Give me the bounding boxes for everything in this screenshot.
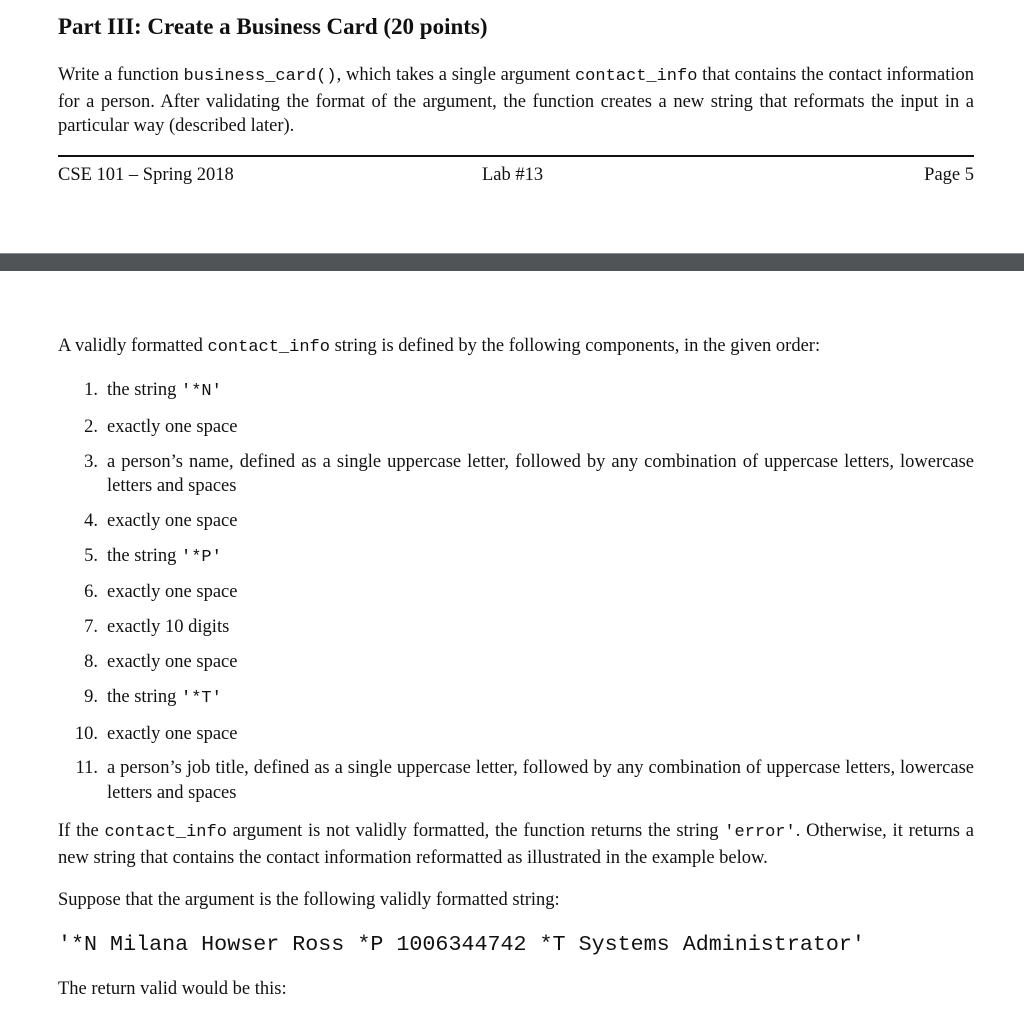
list-text: exactly one space <box>107 723 238 744</box>
list-text: exactly one space <box>107 582 238 603</box>
list-item <box>58 509 974 534</box>
list-number: 2. <box>84 416 98 437</box>
text: Write a function <box>58 65 184 85</box>
code-argument: contact_info <box>574 67 698 86</box>
list-item <box>58 650 974 675</box>
example-string: '*N Milana Howser Ross *P 1006344742 *T Systems Administrator' <box>58 932 865 957</box>
list-number: 4. <box>84 510 98 531</box>
code-function-name: business_card() <box>183 67 337 86</box>
text: If the <box>58 821 105 841</box>
list-text: the string <box>107 686 181 707</box>
list-item <box>58 685 974 712</box>
list-text: exactly 10 digits <box>107 617 230 638</box>
list-text: exactly one space <box>107 416 238 437</box>
footer-page: Page 5 <box>924 165 974 185</box>
list-number: 5. <box>84 545 98 566</box>
list-text: exactly one space <box>107 652 238 673</box>
list-code: '*T' <box>181 688 222 708</box>
list-number: 3. <box>84 451 98 472</box>
footer-rule <box>58 155 974 157</box>
list-code: '*N' <box>181 382 222 401</box>
code-argument: contact_info <box>104 823 227 842</box>
list-text: the string <box>107 545 181 566</box>
list-number: 11. <box>75 758 98 779</box>
list-number: 1. <box>84 380 98 400</box>
footer-lab: Lab #13 <box>482 165 544 185</box>
text: . Otherwise, it returns a new string that contains the contact information reformatted as illustrated in the example below. <box>58 821 974 868</box>
list-text: the string <box>107 380 181 400</box>
list-number: 7. <box>84 617 98 638</box>
list-number: 6. <box>84 582 98 603</box>
text: A validly formatted <box>58 336 208 356</box>
page-separator <box>0 253 1024 271</box>
code-argument: contact_info <box>207 338 330 357</box>
list-number: 8. <box>84 652 98 673</box>
component-list <box>58 378 974 816</box>
list-item <box>58 580 974 605</box>
section-title: Part III: Create a Business Card (20 points) <box>58 14 488 39</box>
intro-paragraph <box>58 63 974 139</box>
text: argument is not validly formatted, the function returns the string <box>226 821 725 841</box>
return-paragraph: The return valid would be this: <box>58 979 287 999</box>
list-item <box>58 615 974 640</box>
error-paragraph <box>58 819 974 870</box>
list-item <box>58 722 974 747</box>
list-text: a person’s job title, defined as a single uppercase letter, followed by any combination of uppercase letters, lowercase letters and spaces <box>107 758 974 803</box>
list-text: a person’s name, defined as a single uppercase letter, followed by any combination of uppercase letters, lowercase letters and spaces <box>107 451 974 497</box>
list-text: exactly one space <box>107 510 238 531</box>
list-code: '*P' <box>181 547 222 567</box>
definition-paragraph <box>58 334 974 361</box>
code-error-string: 'error' <box>724 823 796 842</box>
list-item <box>58 415 974 440</box>
list-number: 9. <box>84 686 98 707</box>
list-number: 10. <box>74 723 98 744</box>
list-item <box>58 450 974 499</box>
list-item <box>58 378 974 405</box>
text: string is defined by the following components, in the given order: <box>329 336 821 356</box>
footer-course: CSE 101 – Spring 2018 <box>58 165 234 185</box>
text: , which takes a single argument <box>336 65 575 85</box>
list-item <box>58 756 974 805</box>
text: that contains the contact information for a person. After validating the format of the argument, the function creates a new string that reformats the input in a particular way (described later). <box>58 65 975 136</box>
list-item <box>58 544 974 571</box>
suppose-paragraph: Suppose that the argument is the following validly formatted string: <box>58 890 560 910</box>
